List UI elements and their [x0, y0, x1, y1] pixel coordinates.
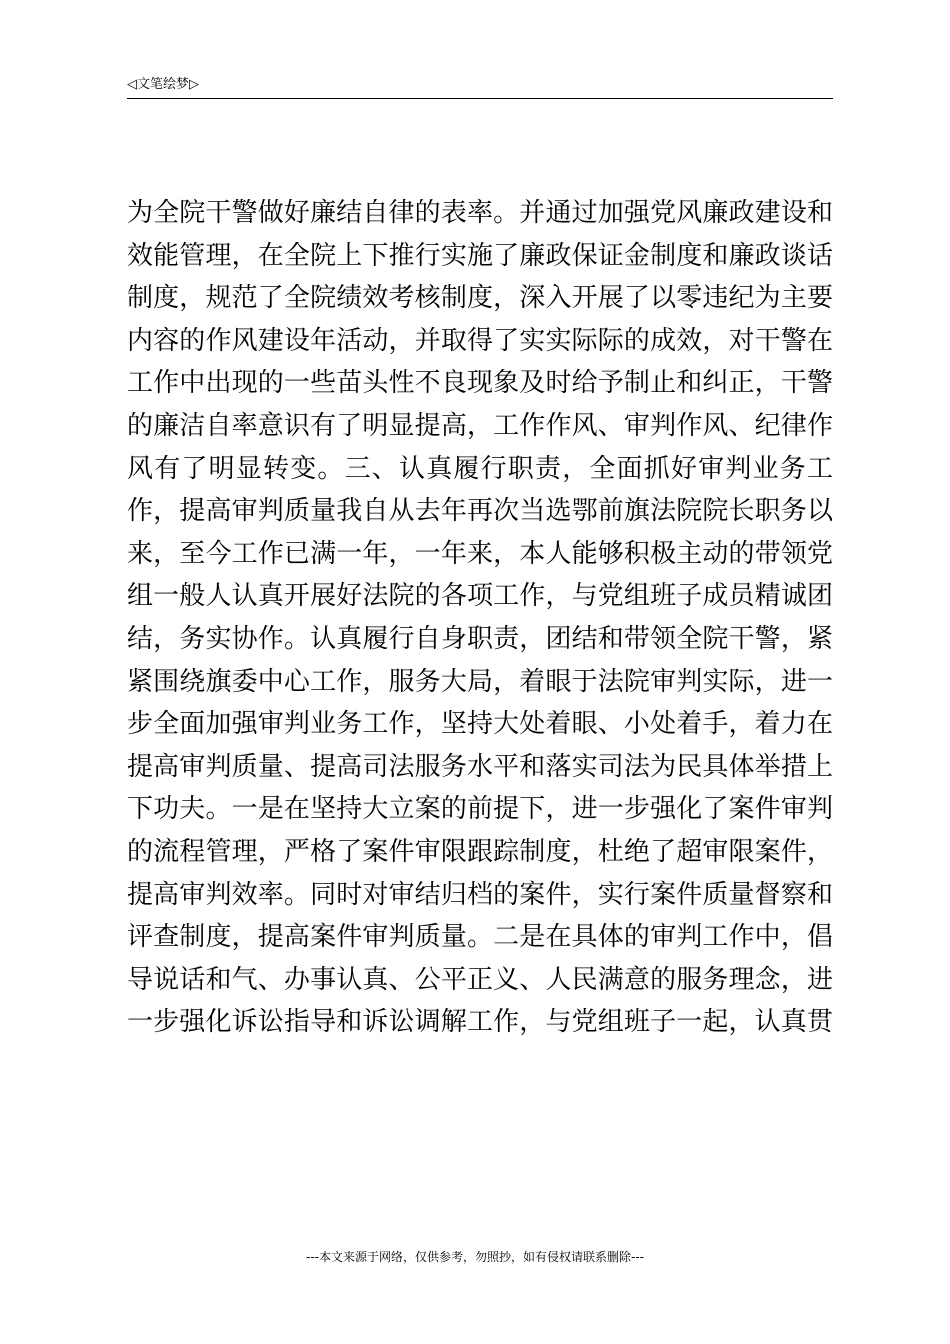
- footer-disclaimer: ---本文来源于网络，仅供参考，勿照抄，如有侵权请联系删除---: [306, 1250, 644, 1264]
- text-line: 的廉洁自率意识有了明显提高，工作作风、审判作风、纪律作: [127, 410, 833, 441]
- text-line: 步全面加强审判业务工作，坚持大处着眼、小处着手，着力在: [127, 709, 833, 740]
- text-line: 风有了明显转变。三、认真履行职责，全面抓好审判业务工: [127, 453, 833, 484]
- body-text: [127, 192, 833, 1044]
- page-header: [127, 74, 833, 99]
- text-line: 效能管理，在全院上下推行实施了廉政保证金制度和廉政谈话: [127, 240, 833, 271]
- text-line: 为全院干警做好廉结自律的表率。并通过加强党风廉政建设和: [127, 198, 833, 228]
- text-line: 紧围绕旗委中心工作，服务大局，着眼于法院审判实际，进一: [127, 666, 833, 697]
- text-line: 内容的作风建设年活动，并取得了实实际际的成效，对干警在: [127, 325, 833, 356]
- text-line: 下功夫。一是在坚持大立案的前提下，进一步强化了案件审判: [127, 794, 833, 825]
- text-line: 来，至今工作已满一年，一年来，本人能够积极主动的带领党: [127, 538, 833, 569]
- text-line: 导说话和气、办事认真、公平正义、人民满意的服务理念，进: [127, 964, 833, 995]
- text-line: 评查制度，提高案件审判质量。二是在具体的审判工作中，倡: [127, 922, 833, 953]
- text-line: 提高审判质量、提高司法服务水平和落实司法为民具体举措上: [127, 751, 833, 782]
- text-line: 工作中出现的一些苗头性不良现象及时给予制止和纠正，干警: [127, 368, 833, 399]
- text-line: 组一般人认真开展好法院的各项工作，与党组班子成员精诚团: [127, 581, 833, 612]
- text-line: 一步强化诉讼指导和诉讼调解工作，与党组班子一起，认真贯: [127, 1007, 833, 1038]
- page-footer: [0, 1249, 950, 1265]
- text-line: 作，提高审判质量我自从去年再次当选鄂前旗法院院长职务以: [127, 496, 833, 527]
- text-line: 提高审判效率。同时对审结归档的案件，实行案件质量督察和: [127, 879, 833, 910]
- text-line: 制度，规范了全院绩效考核制度，深入开展了以零违纪为主要: [127, 283, 833, 314]
- text-line: 结，务实协作。认真履行自身职责，团结和带领全院干警，紧: [127, 623, 833, 654]
- header-title: ◁文笔绘梦▷: [127, 77, 199, 92]
- text-line: 的流程管理，严格了案件审限跟踪制度，杜绝了超审限案件，: [127, 836, 833, 867]
